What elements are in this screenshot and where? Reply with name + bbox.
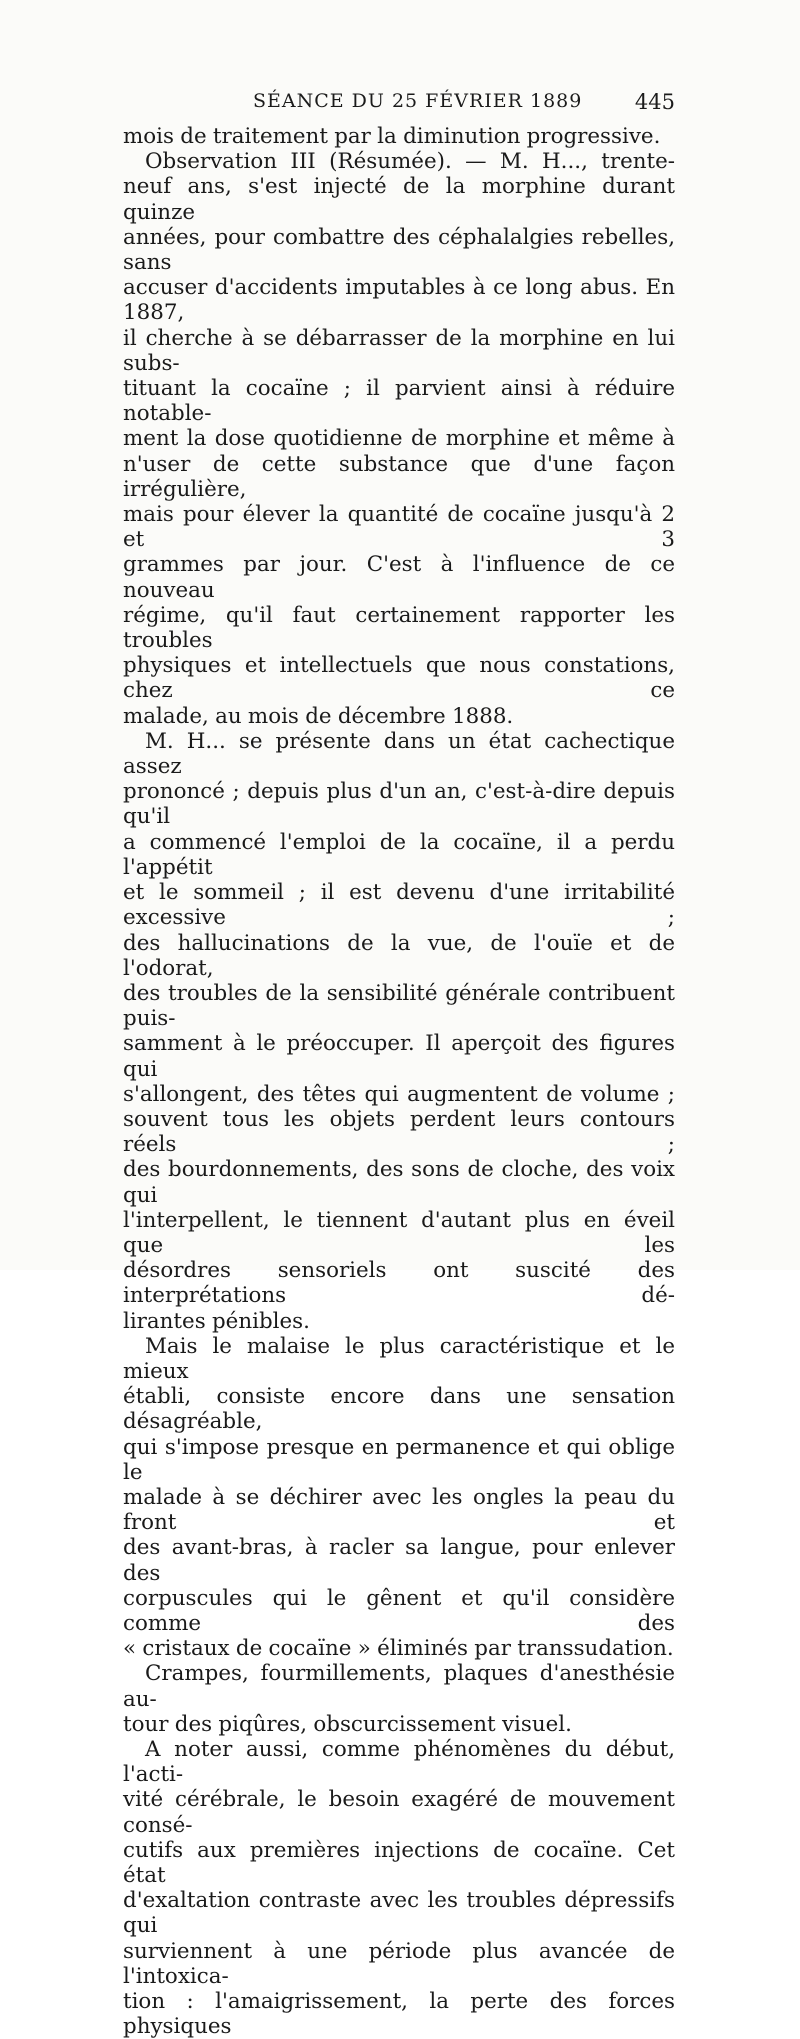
text-line: mais pour élever la quantité de cocaïne jusqu'à 2 et 3	[123, 502, 675, 553]
text-line: Mais le malaise le plus caractéristique et le mieux	[123, 1333, 675, 1384]
text-line: des avant-bras, à racler sa langue, pour enlever des	[123, 1535, 675, 1586]
running-head-title: SÉANCE DU 25 FÉVRIER 1889	[253, 90, 583, 112]
text-line: tion : l'amaigrissement, la perte des forces physiques	[123, 1989, 675, 2039]
text-line: neuf ans, s'est injecté de la morphine durant quinze	[123, 174, 675, 225]
text-line: prononcé ; depuis plus d'un an, c'est-à-dire depuis qu'il	[123, 779, 675, 830]
text-line: établi, consiste encore dans une sensation désagréable,	[123, 1384, 675, 1435]
text-line: l'interpellent, le tiennent d'autant plus en éveil que les	[123, 1207, 675, 1258]
text-line: cutifs aux premières injections de cocaïne. Cet état	[123, 1837, 675, 1889]
paragraph-symptoms	[123, 729, 675, 1334]
text-line: des hallucinations de la vue, de l'ouïe et de l'odorat,	[123, 930, 675, 981]
text-line: samment à le préoccuper. Il aperçoit des figures qui	[123, 1031, 675, 1082]
paragraph-cramps	[123, 1661, 675, 1737]
text-line: régime, qu'il faut certainement rapporter les troubles	[123, 602, 675, 654]
text-line: qui s'impose presque en permanence et qui oblige le	[123, 1434, 675, 1485]
paragraph-observation	[123, 149, 675, 729]
text-line: accuser d'accidents imputables à ce long abus. En 1887,	[123, 275, 675, 326]
text-line: vité cérébrale, le besoin exagéré de mouvement consé-	[123, 1787, 675, 1838]
text-line: n'user de cette substance que d'une façon irrégulière,	[123, 451, 675, 502]
text-line: surviennent à une période plus avancée de l'intoxica-	[123, 1938, 675, 1989]
text-line: physiques et intellectuels que nous constations, chez ce	[123, 653, 675, 704]
text-line: tituant la cocaïne ; il parvient ainsi à réduire notable-	[123, 376, 675, 427]
paragraph-malaise	[123, 1334, 675, 1662]
text-line: Observation III (Résumée). — M. H..., trente-	[145, 149, 675, 175]
text-line: a commencé l'emploi de la cocaïne, il a perdu l'appétit	[123, 829, 675, 880]
text-line: malade à se déchirer avec les ongles la peau du front et	[123, 1484, 675, 1536]
text-line: il cherche à se débarrasser de la morphine en lui subs-	[123, 325, 675, 376]
text-line: souvent tous les objets perdent leurs contours réels ;	[123, 1106, 675, 1158]
text-line: A noter aussi, comme phénomènes du début, l'acti-	[123, 1737, 675, 1788]
text-line: corpuscules qui le gênent et qu'il considère comme des	[123, 1585, 675, 1636]
text-line: des troubles de la sensibilité générale contribuent puis-	[123, 980, 675, 1032]
text-line: et le sommeil ; il est devenu d'une irritabilité excessive ;	[123, 880, 675, 931]
text-line: ment la dose quotidienne de morphine et même à	[123, 426, 675, 452]
page-number: 445	[634, 90, 675, 114]
text-line: s'allongent, des têtes qui augmentent de volume ;	[123, 1081, 675, 1107]
text-line: tour des piqûres, obscurcissement visuel.	[123, 1711, 572, 1737]
running-head	[123, 90, 675, 120]
text-line: grammes par jour. C'est à l'influence de ce nouveau	[123, 552, 675, 603]
paragraph-notes	[123, 1737, 675, 2039]
text-line: lirantes pénibles.	[123, 1308, 310, 1334]
text-line: Crampes, fourmillements, plaques d'anesthésie au-	[123, 1661, 675, 1712]
paragraph-continuation	[123, 124, 675, 149]
text-line: d'exaltation contraste avec les troubles dépressifs qui	[123, 1888, 675, 1939]
text-line: des bourdonnements, des sons de cloche, des voix qui	[123, 1157, 675, 1208]
text-line: années, pour combattre des céphalalgies rebelles, sans	[123, 224, 675, 276]
text-line: « cristaux de cocaïne » éliminés par transsudation.	[123, 1636, 674, 1662]
text-line: malade, au mois de décembre 1888.	[123, 703, 514, 729]
text-line: mois de traitement par la diminution progressive.	[123, 124, 661, 149]
text-line: M. H... se présente dans un état cachectique assez	[123, 728, 675, 780]
text-line: désordres sensoriels ont suscité des interprétations dé-	[123, 1258, 675, 1309]
body-text	[123, 124, 675, 2039]
